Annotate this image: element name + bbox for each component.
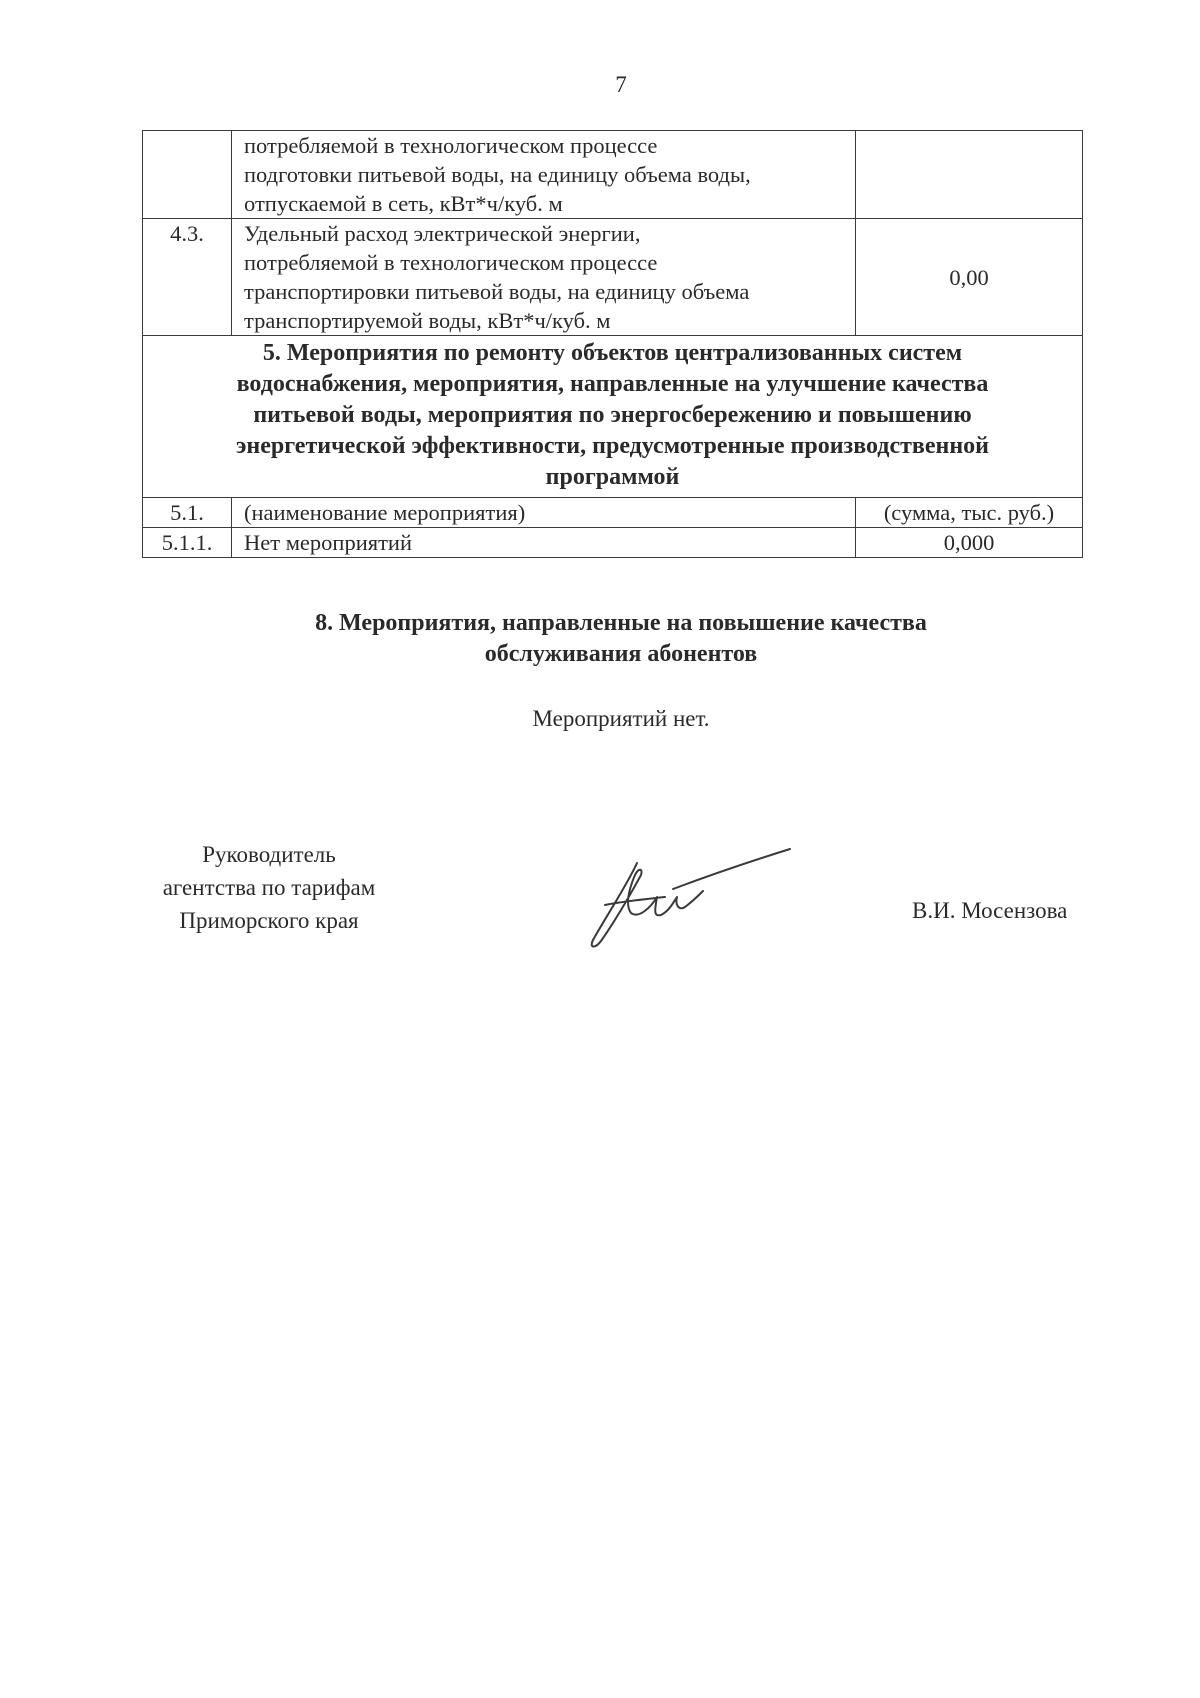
indicators-table [142,130,1083,558]
row-number [143,131,232,219]
section-5-heading [143,336,1083,498]
row-description [232,131,856,219]
description-line: транспортируемой воды, кВт*ч/куб. м [244,308,611,333]
row-description [232,219,856,336]
row-value: (сумма, тыс. руб.) [856,498,1083,528]
description-line: Удельный расход электрической энергии, [244,221,641,246]
description-line: потребляемой в технологическом процессе [244,133,658,158]
description-line: отпускаемой в сеть, кВт*ч/куб. м [244,191,563,216]
section-5-header-row [143,336,1083,498]
heading-line: энергетической эффективности, предусмотренные производственной [236,433,989,459]
signer-name: В.И. Мосензова [912,898,1068,923]
table-row-5-1-1 [143,528,1083,558]
table-row-continuation [143,131,1083,219]
table-row-5-1 [143,498,1083,528]
section-8-title [0,608,1200,670]
heading-line: программой [545,464,680,490]
signer-position [134,838,404,937]
signer-position-line: агентства по тарифам [162,875,376,900]
heading-line: водоснабжения, мероприятия, направленные на улучшение качества [236,371,989,397]
table-row-4-3 [143,219,1083,336]
signer-position-line: Руководитель [202,842,336,867]
description-line: подготовки питьевой воды, на единицу объема воды, [244,162,751,187]
signer-position-line: Приморского края [179,908,359,933]
section-8-text: Мероприятий нет. [532,706,710,731]
heading-line: 5. Мероприятия по ремонту объектов централизованных систем [262,340,963,366]
row-number: 5.1. [143,498,232,528]
row-description: (наименование мероприятия) [232,498,856,528]
row-number: 4.3. [143,219,232,336]
row-number: 5.1.1. [143,528,232,558]
description-line: потребляемой в технологическом процессе [244,250,658,275]
page-number: 7 [615,72,627,97]
handwritten-signature [585,845,795,960]
row-value: 0,000 [856,528,1083,558]
section-8-title-line: 8. Мероприятия, направленные на повышение качества [315,610,927,636]
row-description: Нет мероприятий [232,528,856,558]
description-line: транспортировки питьевой воды, на единицу объема [244,279,750,304]
row-value [856,131,1083,219]
row-value: 0,00 [856,219,1083,336]
section-8-title-line: обслуживания абонентов [484,641,758,667]
heading-line: питьевой воды, мероприятия по энергосбережению и повышению [253,402,972,428]
